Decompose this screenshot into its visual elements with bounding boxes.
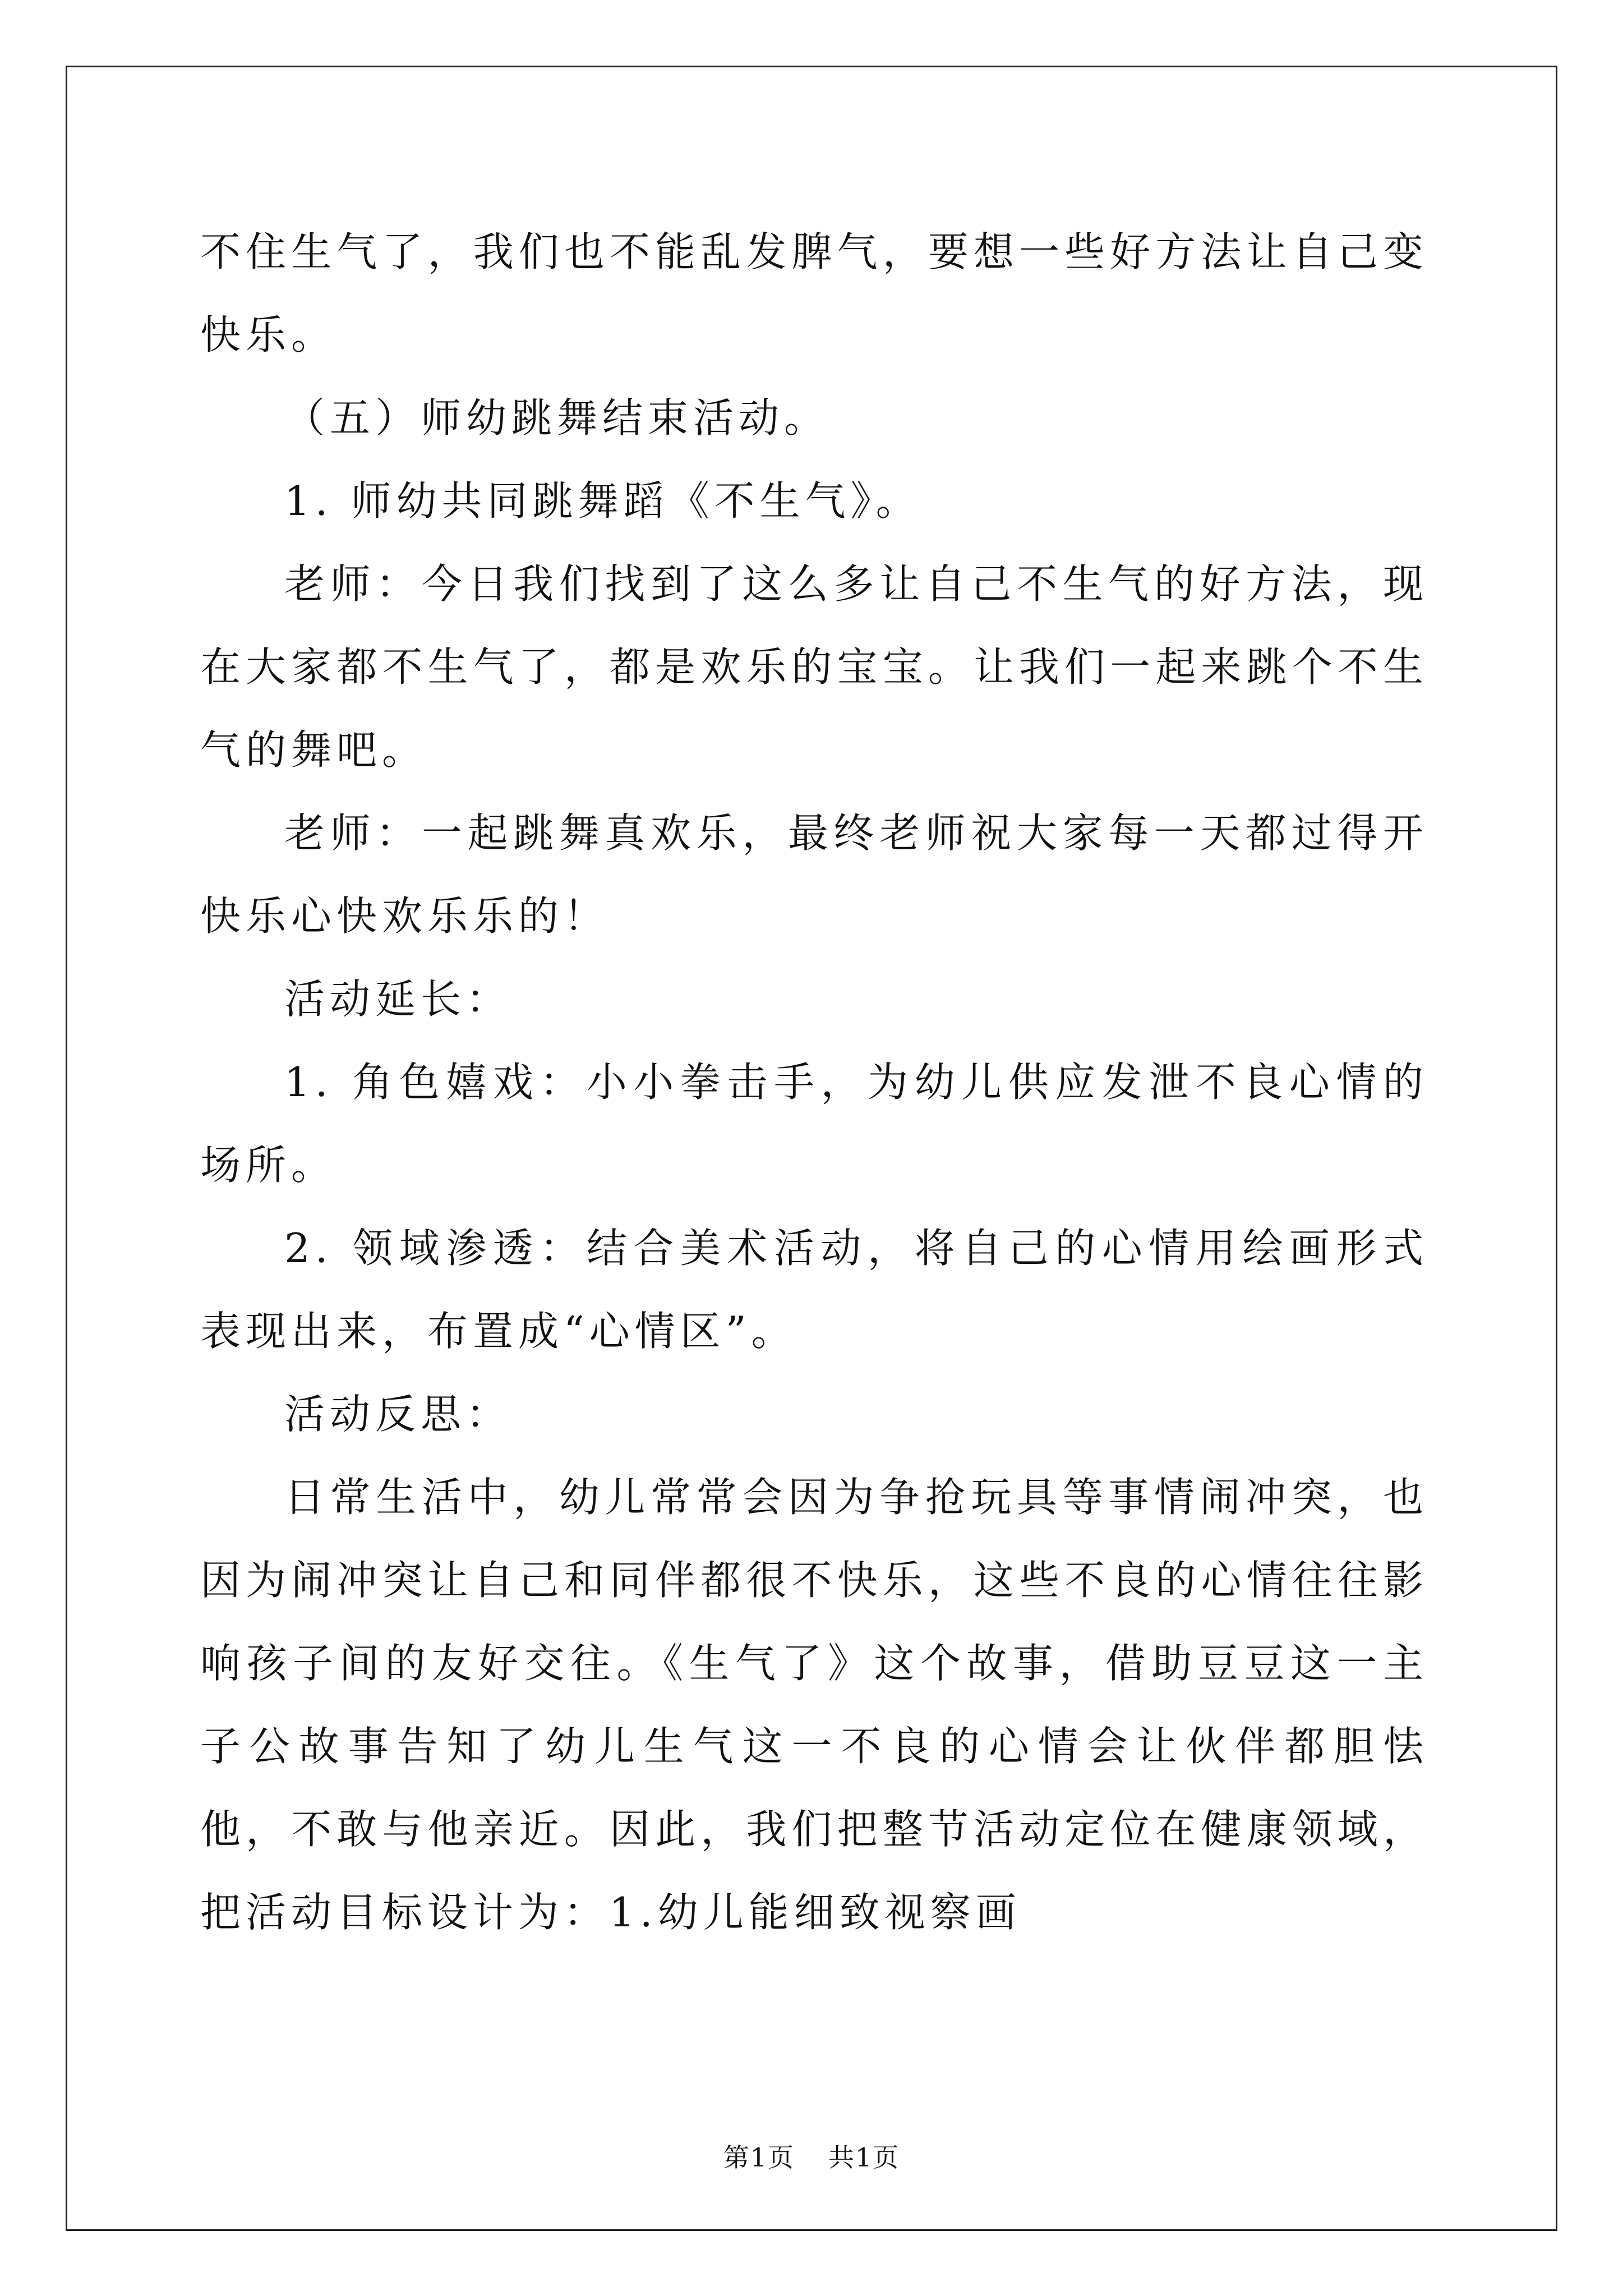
- page-number: 第1页: [723, 2142, 795, 2173]
- paragraph-4: 老师：今日我们找到了这么多让自己不生气的好方法，现在大家都不生气了，都是欢乐的宝宝。让我们一起来跳个不生气的舞吧。: [200, 560, 1428, 774]
- paragraph-10: 日常生活中，幼儿常常会因为争抢玩具等事情闹冲突，也因为闹冲突让自己和同伴都很不快乐，这些不良的心情往往影响孩子间的友好交往。《生气了》这个故事，借助豆豆这一主子公故事告知了幼儿生气这一不良的心情会让伙伴都胆怯 他，不敢与他亲近。因此，我们把整节活动定位在健康领域，把活动目标设计为：1.幼儿能细致视察画: [200, 1474, 1428, 1936]
- paragraph-7: 1. 角色嬉戏：小小拳击手，为幼儿供应发泄不良心情的场所。: [200, 1059, 1428, 1189]
- paragraph-1: 不住生气了，我们也不能乱发脾气，要想一些好方法让自己变快乐。: [200, 228, 1428, 358]
- paragraph-2: （五）师幼跳舞结束活动。: [284, 394, 830, 441]
- page-total: 共1页: [828, 2142, 900, 2173]
- page-footer: [0, 2137, 1623, 2174]
- paragraph-3: 1. 师幼共同跳舞蹈《不生气》。: [284, 477, 921, 524]
- paragraph-6: 活动延长：: [284, 976, 512, 1023]
- paragraph-9: 活动反思：: [284, 1391, 512, 1438]
- document-body: [200, 210, 1428, 1954]
- paragraph-8: 2. 领域渗透：结合美术活动，将自己的心情用绘画形式表现出来，布置成“心情区”。: [200, 1225, 1428, 1355]
- paragraph-5: 老师：一起跳舞真欢乐，最终老师祝大家每一天都过得开快乐心快欢乐乐的！: [200, 809, 1428, 940]
